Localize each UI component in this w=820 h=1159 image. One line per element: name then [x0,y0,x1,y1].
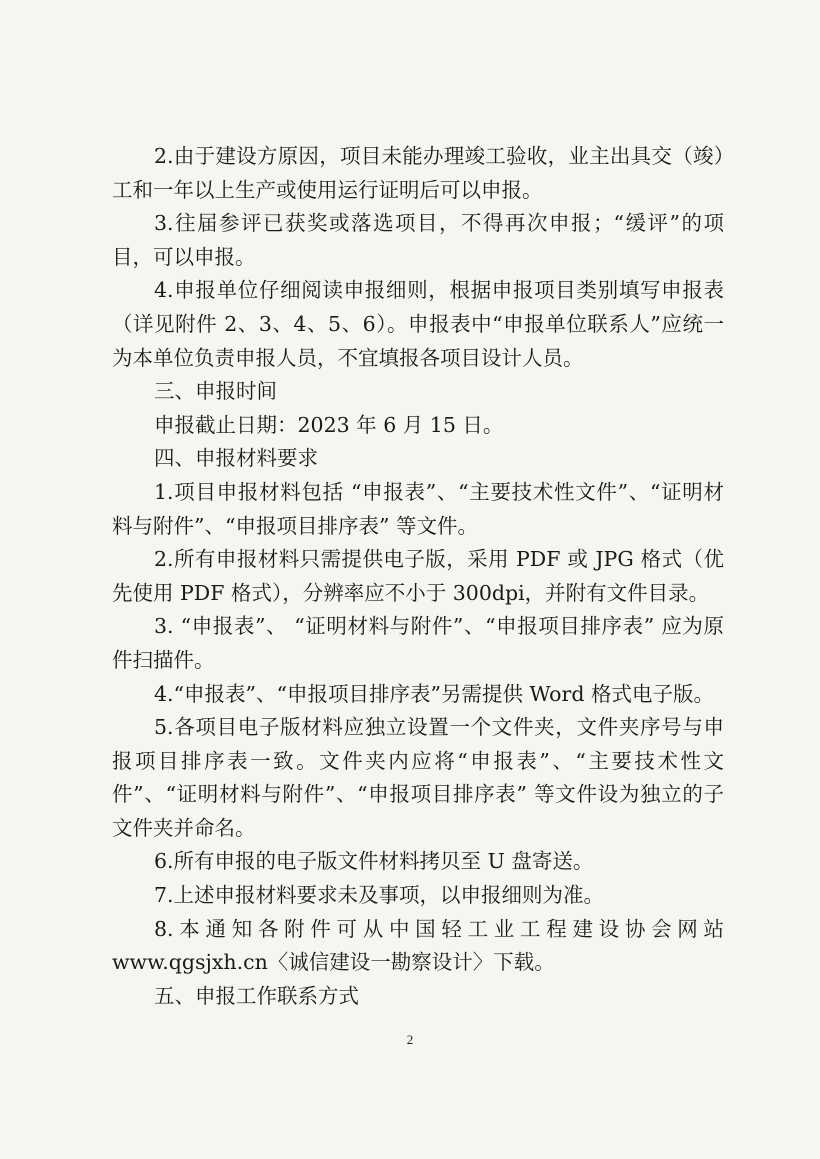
page-number: 2 [406,1032,414,1047]
material-item-3: 3. “申报表”、 “证明材料与附件”、“申报项目排序表” 应为原件扫描件。 [112,614,724,672]
document-body [112,140,724,1013]
material-item-5: 5.各项目电子版材料应独立设置一个文件夹，文件夹序号与申报项目排序表一致。文件夹内应将“申报表”、“主要技术性文件”、“证明材料与附件”、“申报项目排序表” 等文件设为独立的子文件夹并命名。 [112,715,724,840]
material-item-1: 1.项目申报材料包括 “申报表”、“主要技术性文件”、“证明材料与附件”、“申报项目排序表” 等文件。 [112,479,724,538]
section-heading-3: 三、申报时间 [154,379,277,404]
section-heading-4: 四、申报材料要求 [154,446,318,471]
paragraph-item-2: 2.由于建设方原因，项目未能办理竣工验收，业主出具交（竣）工和一年以上生产或使用运行证明后可以申报。 [112,144,724,202]
section-heading-5: 五、申报工作联系方式 [154,983,359,1008]
material-item-6: 6.所有申报的电子版文件材料拷贝至 U 盘寄送。 [154,849,594,874]
material-item-2: 2.所有申报材料只需提供电子版，采用 PDF 或 JPG 格式（优先使用 PDF 格式），分辨率应不小于 300dpi，并附有文件目录。 [112,547,724,605]
deadline-text: 申报截止日期：2023 年 6 月 15 日。 [154,412,504,437]
material-item-8: 8.本通知各附件可从中国轻工业工程建设协会网站 www.qgsjxh.cn〈诚信建设一勘察设计〉下载。 [112,916,724,975]
material-item-7: 7.上述申报材料要求未及事项，以申报细则为准。 [154,883,605,908]
paragraph-item-4: 4.申报单位仔细阅读申报细则，根据申报项目类别填写申报表（详见附件 2、3、4、5、6）。申报表中“申报单位联系人”应统一为本单位负责申报人员，不宜填报各项目设计人员。 [112,278,724,370]
paragraph-item-3: 3.往届参评已获奖或落选项目，不得再次申报；“缓评”的项目，可以申报。 [112,211,724,269]
material-item-4: 4.“申报表”、“申报项目排序表”另需提供 Word 格式电子版。 [154,681,714,706]
